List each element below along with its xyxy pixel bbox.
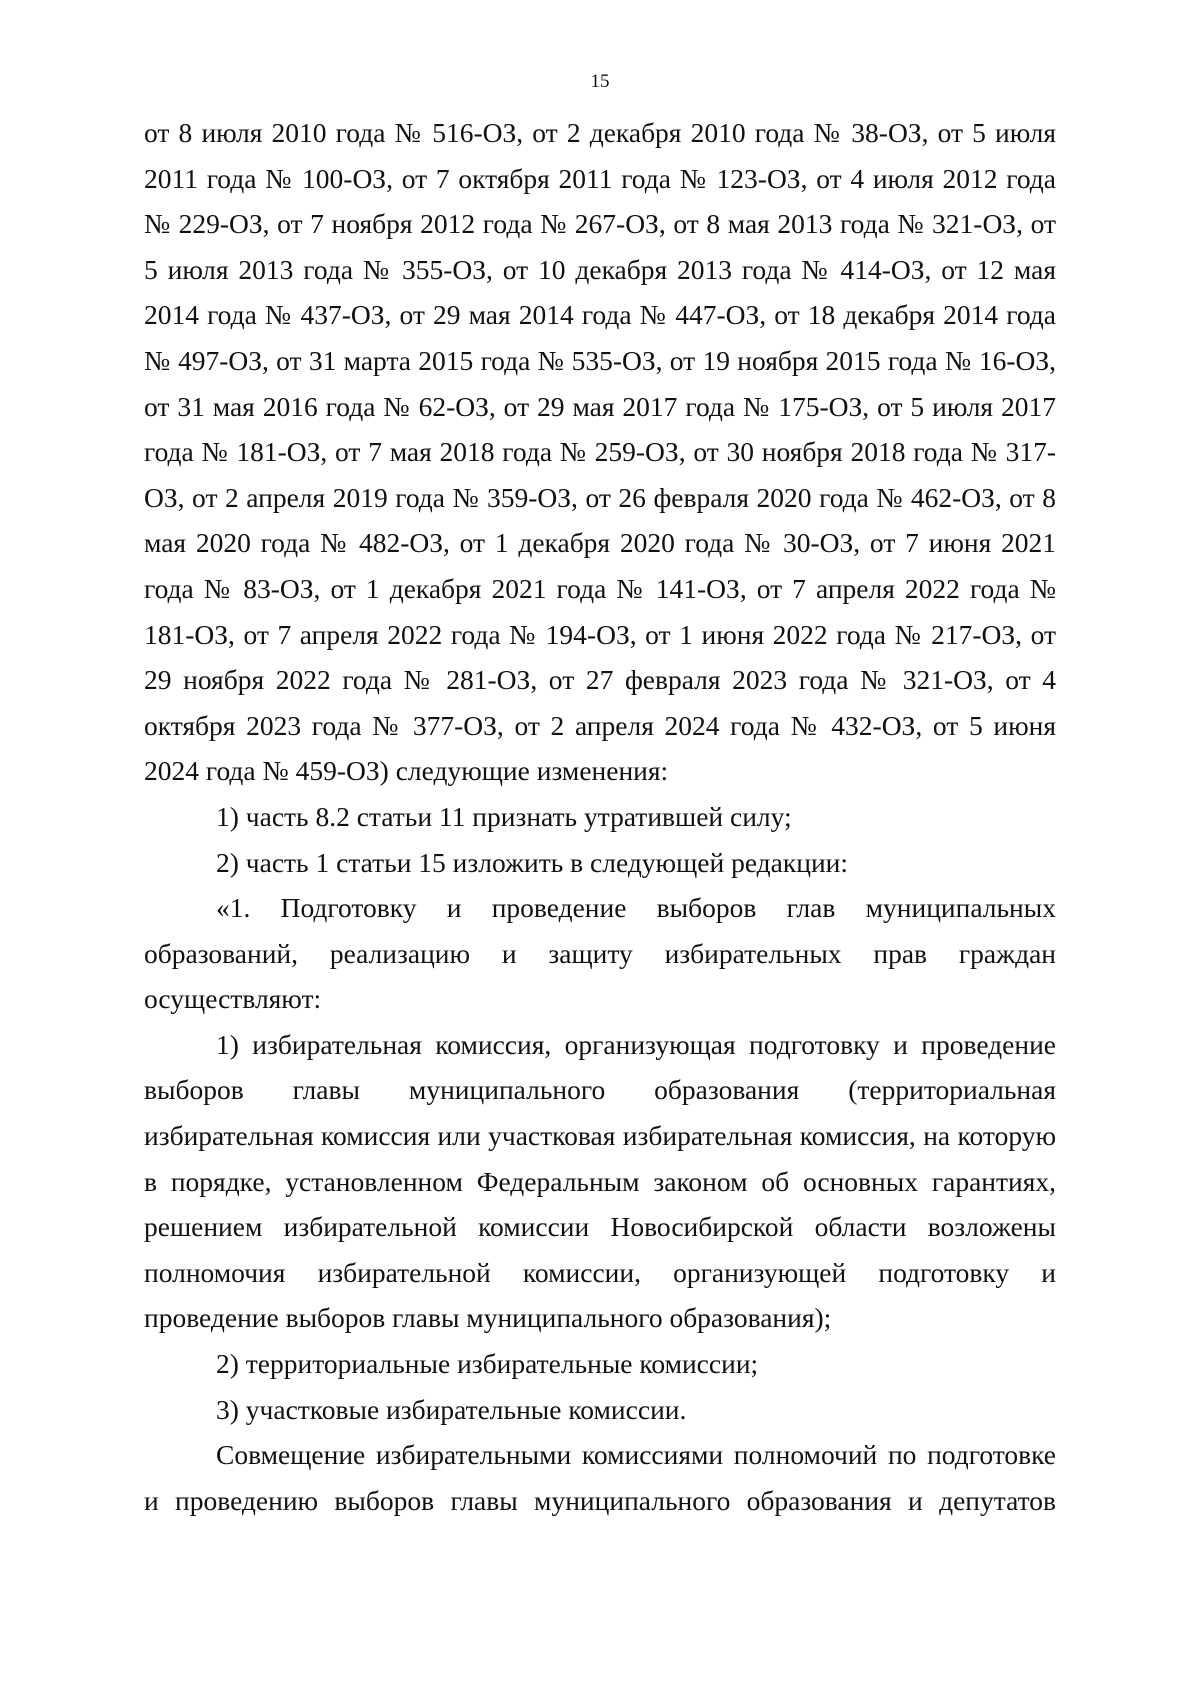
document-body — [144, 110, 1056, 1523]
paragraph-combination: Совмещение избирательными комиссиями полномочий по подготовке и проведению выборов главы муниципального образования и депутатов — [144, 1439, 1056, 1516]
paragraph-subitem-1: 1) избирательная комиссия, организующая подготовку и проведение выборов главы муниципального образования (территориальная избирательная комиссия или участковая избирательная комиссия, на которую в порядке, установленном Федеральным законом об основных гарантиях, решением избирательной комиссии Новосибирской области возложены полномочия избирательной комиссии, организующей подготовку и проведение выборов главы муниципального образования); — [144, 1028, 1056, 1334]
paragraph-item-1: 1) часть 8.2 статьи 11 признать утратившей силу; — [216, 800, 792, 832]
paragraph-subitem-2: 2) территориальные избирательные комиссии; — [216, 1348, 759, 1380]
paragraph-subitem-3: 3) участковые избирательные комиссии. — [216, 1393, 687, 1425]
paragraph-quoted-part-1: «1. Подготовку и проведение выборов глав муниципальных образований, реализацию и защиту избирательных прав граждан осуществляют: — [144, 892, 1056, 1015]
paragraph-amendments-list: от 8 июля 2010 года № 516-ОЗ, от 2 декабря 2010 года № 38-ОЗ, от 5 июля 2011 года № 100-ОЗ, от 7 октября 2011 года № 123-ОЗ, от 4 июля 2012 года № 229-ОЗ, от 7 ноября 2012 года № 267-ОЗ, от 8 мая 2013 года № 321-ОЗ, от 5 июля 2013 года № 355-ОЗ, от 10 декабря 2013 года № 414-ОЗ, от 12 мая 2014 года № 437-ОЗ, от 29 мая 2014 года № 447-ОЗ, от 18 декабря 2014 года № 497-ОЗ, от 31 марта 2015 года № 535-ОЗ, от 19 ноября 2015 года № 16-ОЗ, от 31 мая 2016 года № 62-ОЗ, от 29 мая 2017 года № 175-ОЗ, от 5 июля 2017 года № 181-ОЗ, от 7 мая 2018 года № 259-ОЗ, от 30 ноября 2018 года № 317-ОЗ, от 2 апреля 2019 года № 359-ОЗ, от 26 февраля 2020 года № 462-ОЗ, от 8 мая 2020 года № 482-ОЗ, от 1 декабря 2020 года № 30-ОЗ, от 7 июня 2021 года № 83-ОЗ, от 1 декабря 2021 года № 141-ОЗ, от 7 апреля 2022 года № 181-ОЗ, от 7 апреля 2022 года № 194-ОЗ, от 1 июня 2022 года № 217-ОЗ, от 29 ноября 2022 года № 281-ОЗ, от 27 февраля 2023 года № 321-ОЗ, от 4 октября 2023 года № 377-ОЗ, от 2 апреля 2024 года № 432-ОЗ, от 5 июня 2024 года № 459-ОЗ) следующие изменения: — [144, 117, 1056, 787]
page-number: 15 — [590, 71, 610, 92]
paragraph-item-2: 2) часть 1 статьи 15 изложить в следующей редакции: — [216, 846, 849, 878]
